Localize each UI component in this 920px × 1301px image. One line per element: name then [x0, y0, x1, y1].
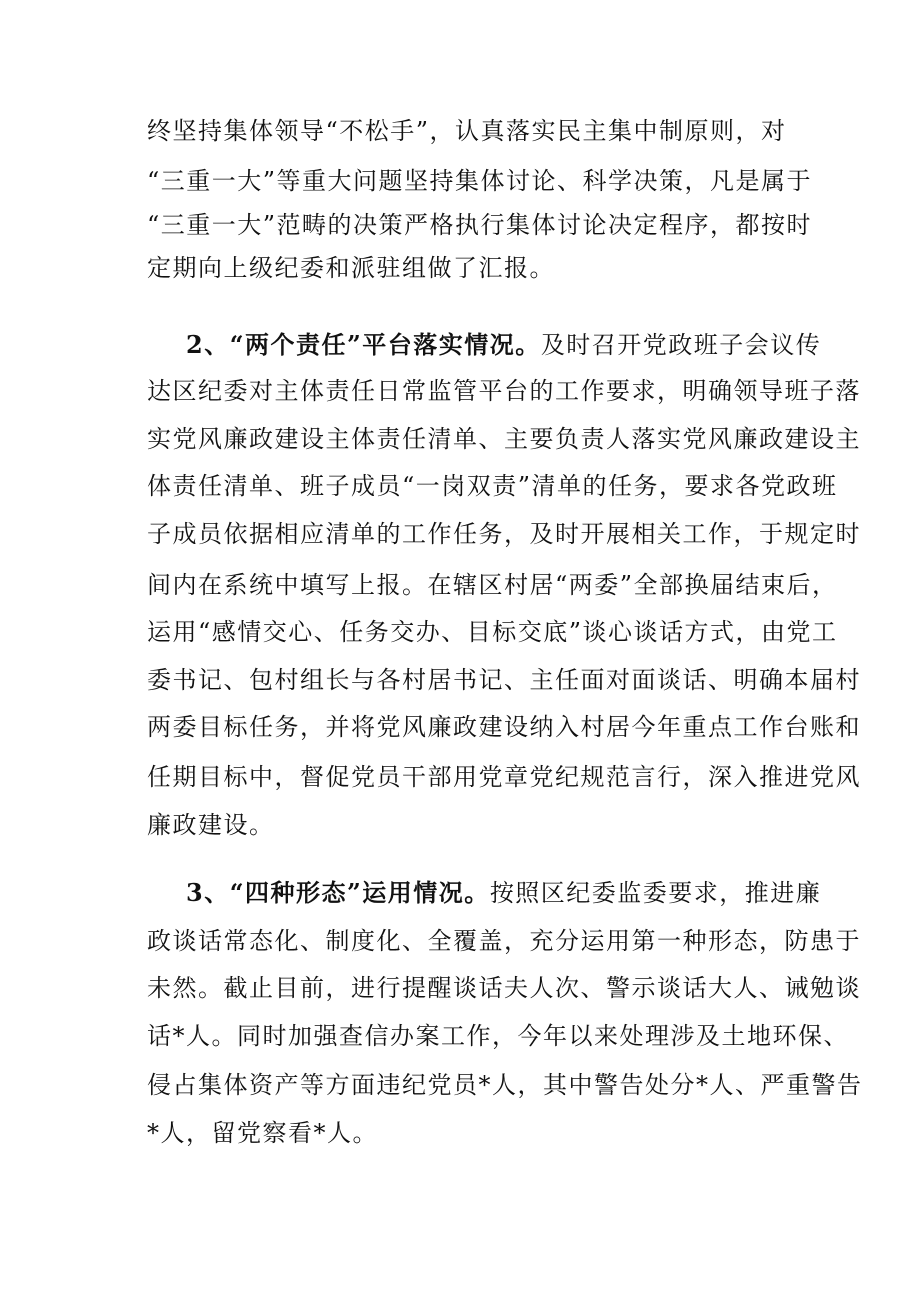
paragraph-line: 廉政建设。	[147, 811, 275, 839]
paragraph-line: 话*人。同时加强查信办案工作，今年以来处理涉及土地环保、	[147, 1022, 849, 1050]
paragraph-line: 未然。截止目前，进行提醒谈话夫人次、警示谈话大人、诫勉谈	[147, 974, 861, 1002]
paragraph-line: 运用“感情交心、任务交办、目标交底”谈心谈话方式，由党工	[147, 618, 838, 646]
paragraph-line: 体责任清单、班子成员“一岗双责”清单的任务，要求各党政班	[147, 472, 838, 500]
paragraph-first-line	[186, 330, 821, 360]
paragraph-text: 按照区纪委监委要求，推进廉	[489, 879, 822, 907]
paragraph-line: 间内在系统中填写上报。在辖区村居“两委”全部换届结束后，	[147, 571, 838, 599]
paragraph-line: *人，留党察看*人。	[147, 1119, 378, 1147]
paragraph-line: 定期向上级纪委和派驻组做了汇报。	[147, 254, 555, 282]
paragraph-line: 政谈话常态化、制度化、全覆盖，充分运用第一种形态，防患于	[147, 927, 861, 955]
paragraph-line: “三重一大”范畴的决策严格执行集体讨论决定程序，都按时	[147, 211, 813, 239]
paragraph-line: 两委目标任务，并将党风廉政建设纳入村居今年重点工作台账和	[147, 713, 861, 741]
paragraph-line: 子成员依据相应清单的工作任务，及时开展相关工作，于规定时	[147, 520, 861, 548]
paragraph-line: 任期目标中，督促党员干部用党章党纪规范言行，深入推进党风	[147, 763, 861, 791]
paragraph-line: “三重一大”等重大问题坚持集体讨论、科学决策，凡是属于	[147, 167, 813, 195]
paragraph-line: 实党风廉政建设主体责任清单、主要负责人落实党风廉政建设主	[147, 425, 861, 453]
paragraph-first-line	[186, 878, 821, 908]
paragraph-line: 委书记、包村组长与各村居书记、主任面对面谈话、明确本届村	[147, 666, 861, 694]
section-heading: 3、“四种形态”运用情况。	[186, 878, 490, 907]
section-heading: 2、“两个责任”平台落实情况。	[186, 330, 541, 359]
paragraph-line: 达区纪委对主体责任日常监管平台的工作要求，明确领导班子落	[147, 377, 861, 405]
paragraph-text: 及时召开党政班子会议传	[540, 331, 822, 359]
paragraph-line: 侵占集体资产等方面违纪党员*人，其中警告处分*人、严重警告	[147, 1071, 863, 1099]
paragraph-line: 终坚持集体领导“不松手”，认真落实民主集中制原则，对	[147, 117, 787, 145]
